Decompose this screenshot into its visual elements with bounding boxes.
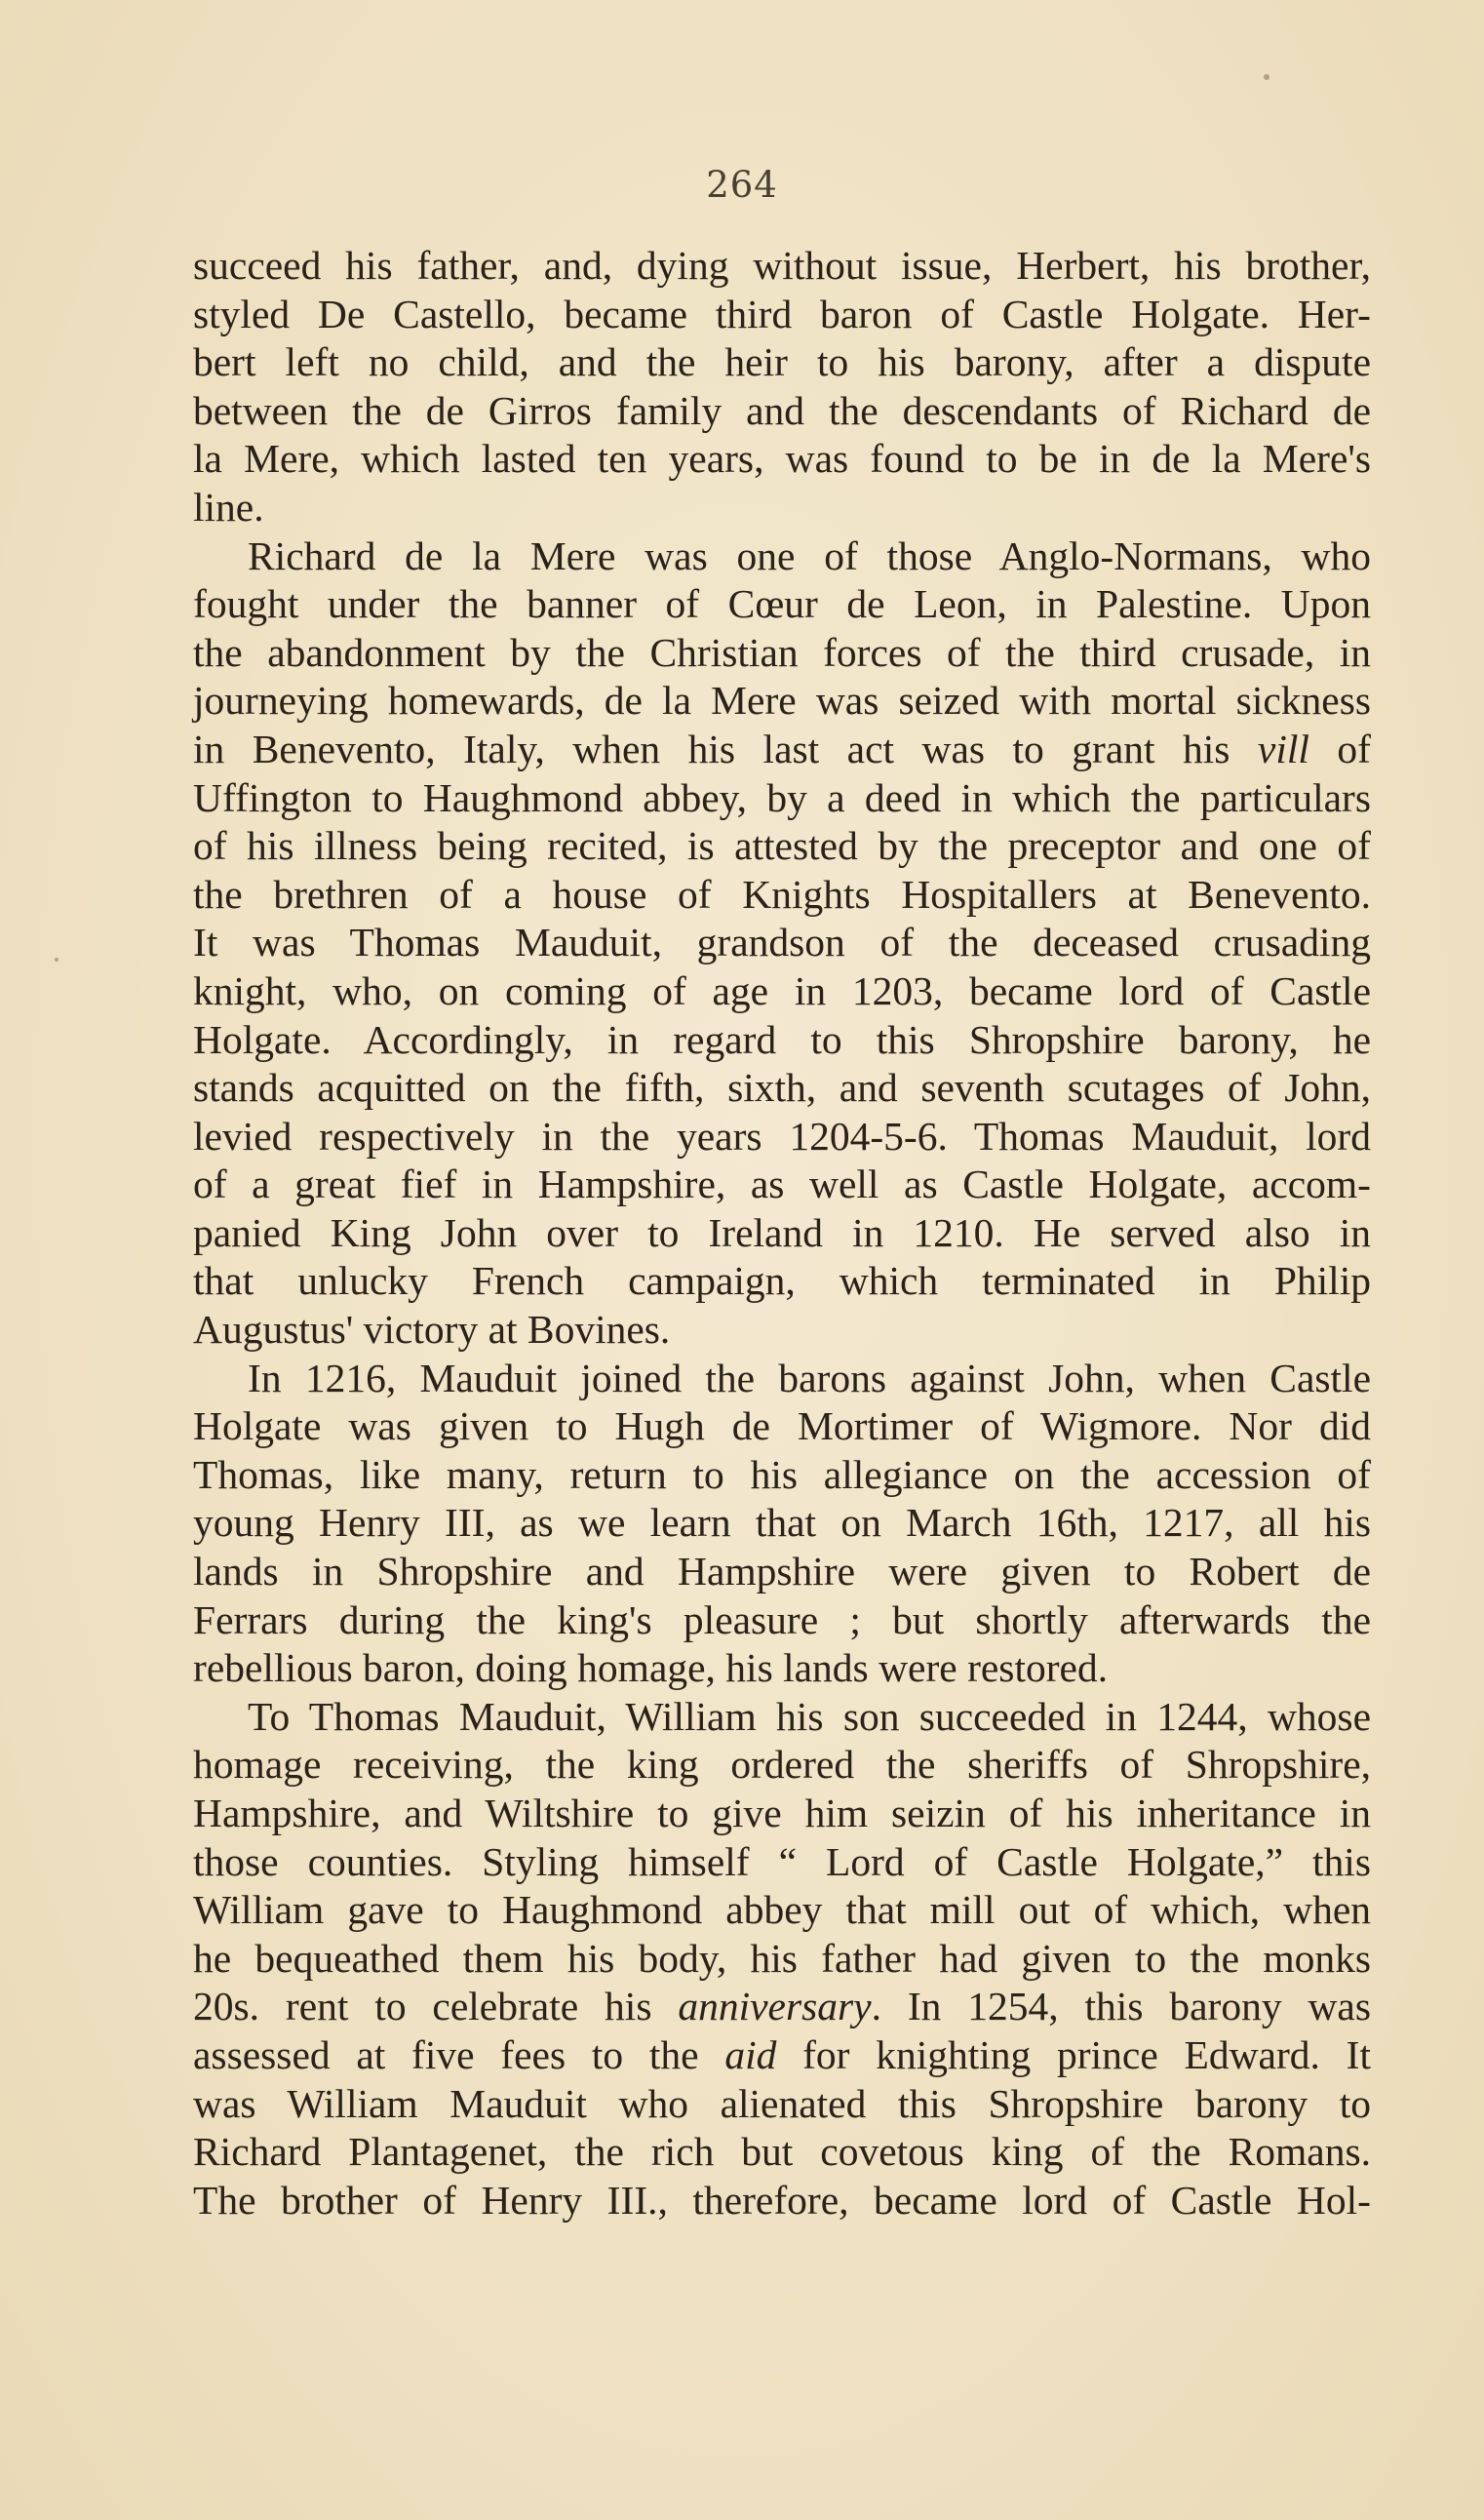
text-line: that unlucky French campaign, which terminated in Philip: [193, 1258, 1371, 1304]
text-line: Thomas, like many, return to his allegiance on the accession of: [193, 1451, 1371, 1497]
text-line: lands in Shropshire and Hampshire were given to Robert de: [193, 1549, 1371, 1595]
text-line: Holgate was given to Hugh de Mortimer of Wigmore. Nor did: [193, 1403, 1371, 1449]
text-line: the abandonment by the Christian forces of the third crusade, in: [193, 629, 1371, 675]
text-line: William gave to Haughmond abbey that mill out of which, when: [193, 1887, 1371, 1933]
text-line: those counties. Styling himself “ Lord of Castle Holgate,” this: [193, 1838, 1371, 1884]
text-line: In 1216, Mauduit joined the barons against John, when Castle: [248, 1355, 1371, 1400]
text-line: Ferrars during the king's pleasure ; but shortly afterwards the: [193, 1596, 1371, 1642]
text-line: panied King John over to Ireland in 1210. He served also in: [193, 1209, 1371, 1255]
text-line: Richard de la Mere was one of those Anglo-Normans, who: [248, 532, 1371, 578]
text-line: To Thomas Mauduit, William his son succeeded in 1244, whose: [248, 1693, 1371, 1739]
text-line: stands acquitted on the fifth, sixth, and seventh scutages of John,: [193, 1065, 1371, 1111]
text-line: the brethren of a house of Knights Hospitallers at Benevento.: [193, 871, 1371, 917]
text-line: styled De Castello, became third baron of Castle Holgate. Her-: [193, 291, 1371, 336]
text-line: line.: [193, 484, 264, 530]
paper-speck: [55, 958, 59, 962]
page-number: 264: [706, 164, 778, 206]
text-line: fought under the banner of Cœur de Leon, in Palestine. Upon: [193, 581, 1371, 627]
text-line: young Henry III, as we learn that on March 16th, 1217, all his: [193, 1500, 1371, 1546]
text-line: of a great fief in Hampshire, as well as Castle Holgate, accom-: [193, 1162, 1371, 1207]
text-line: la Mere, which lasted ten years, was found to be in de la Mere's: [193, 436, 1371, 482]
text-line: was William Mauduit who alienated this Shropshire barony to: [193, 2080, 1371, 2126]
text-line: levied respectively in the years 1204-5-6. Thomas Mauduit, lord: [193, 1113, 1371, 1159]
text-line: Uffington to Haughmond abbey, by a deed in which the particulars: [193, 774, 1371, 820]
text-line: Hampshire, and Wiltshire to give him seizin of his inheritance in: [193, 1791, 1371, 1835]
text-line: rebellious baron, doing homage, his lands were restored.: [193, 1645, 1109, 1691]
text-line: Holgate. Accordingly, in regard to this Shropshire barony, he: [193, 1016, 1371, 1062]
text-line: succeed his father, and, dying without issue, Herbert, his brother,: [193, 243, 1371, 288]
text-line: bert left no child, and the heir to his barony, after a dispute: [193, 339, 1371, 385]
text-line: It was Thomas Mauduit, grandson of the deceased crusading: [193, 920, 1371, 965]
paper-speck: [1264, 74, 1269, 80]
text-line: in Benevento, Italy, when his last act was to grant his vill of: [193, 726, 1371, 771]
body-text: [193, 242, 1371, 2225]
text-line: between the de Girros family and the descendants of Richard de: [193, 387, 1371, 433]
text-line: 20s. rent to celebrate his anniversary. In 1254, this barony was: [193, 1984, 1372, 2029]
text-line: The brother of Henry III., therefore, became lord of Castle Hol-: [193, 2177, 1371, 2223]
text-line: assessed at five fees to the aid for knighting prince Edward. It: [193, 2031, 1371, 2077]
text-line: Richard Plantagenet, the rich but covetous king of the Romans.: [193, 2129, 1371, 2175]
text-line: knight, who, on coming of age in 1203, became lord of Castle: [193, 967, 1371, 1013]
text-line: homage receiving, the king ordered the sheriffs of Shropshire,: [193, 1742, 1371, 1788]
text-line: of his illness being recited, is attested by the preceptor and one of: [193, 823, 1371, 869]
text-line: Augustus' victory at Bovines.: [193, 1307, 671, 1353]
text-line: journeying homewards, de la Mere was seized with mortal sickness: [193, 678, 1371, 724]
text-line: he bequeathed them his body, his father had given to the monks: [193, 1935, 1371, 1981]
